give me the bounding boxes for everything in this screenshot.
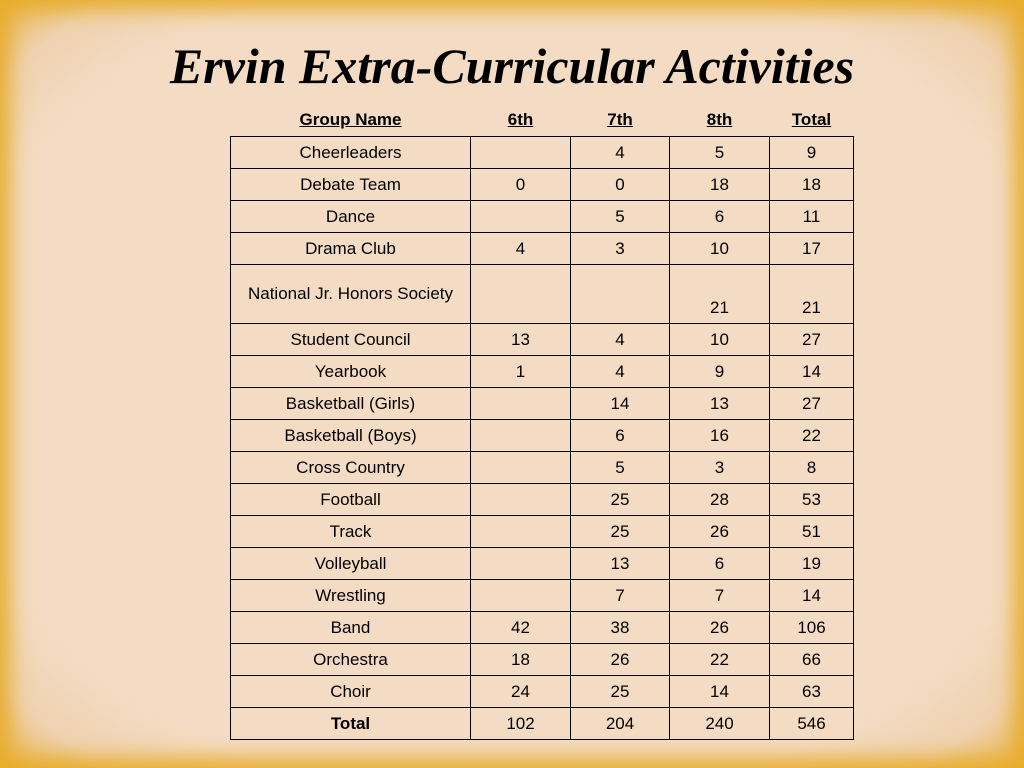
count-cell: 14 [571,388,670,420]
count-cell: 546 [770,708,854,740]
count-cell: 8 [770,452,854,484]
count-cell: 27 [770,388,854,420]
count-cell: 38 [571,612,670,644]
group-name-cell: Drama Club [231,233,471,265]
count-cell: 13 [471,324,571,356]
count-cell: 42 [471,612,571,644]
count-cell: 4 [571,324,670,356]
table-row [231,484,854,516]
count-cell: 25 [571,516,670,548]
count-cell [471,580,571,612]
count-cell: 7 [670,580,770,612]
count-cell [471,548,571,580]
count-cell: 21 [770,265,854,324]
table-row [231,137,854,169]
group-name-cell: Basketball (Girls) [231,388,471,420]
group-name-cell: Cheerleaders [231,137,471,169]
count-cell: 240 [670,708,770,740]
count-cell: 25 [571,484,670,516]
table-row [231,452,854,484]
table-row [231,201,854,233]
count-cell: 5 [571,201,670,233]
table-row [231,169,854,201]
table-row [231,388,854,420]
table-row [231,233,854,265]
count-cell: 22 [670,644,770,676]
group-name-cell: Cross Country [231,452,471,484]
table-row [231,644,854,676]
group-name-cell: Student Council [231,324,471,356]
count-cell: 6 [670,548,770,580]
count-cell: 18 [670,169,770,201]
count-cell: 3 [670,452,770,484]
count-cell: 102 [471,708,571,740]
count-cell: 3 [571,233,670,265]
count-cell: 18 [471,644,571,676]
group-name-cell: National Jr. Honors Society [231,265,471,324]
table-row [231,356,854,388]
table-row [231,612,854,644]
group-name-cell: Wrestling [231,580,471,612]
group-name-cell: Total [231,708,471,740]
group-name-cell: Band [231,612,471,644]
count-cell [471,201,571,233]
count-cell: 10 [670,324,770,356]
count-cell: 10 [670,233,770,265]
count-cell: 51 [770,516,854,548]
count-cell [471,420,571,452]
count-cell: 14 [770,580,854,612]
count-cell: 27 [770,324,854,356]
count-cell: 11 [770,201,854,233]
count-cell: 106 [770,612,854,644]
count-cell [471,484,571,516]
count-cell [471,452,571,484]
slide-title: Ervin Extra-Curricular Activities [169,38,855,94]
count-cell: 53 [770,484,854,516]
count-cell: 1 [471,356,571,388]
header-row [231,104,854,137]
count-cell: 4 [571,356,670,388]
header-total: Total [791,110,832,129]
activities-table [230,104,854,740]
count-cell: 6 [670,201,770,233]
count-cell: 4 [471,233,571,265]
count-cell [571,265,670,324]
count-cell: 22 [770,420,854,452]
group-name-cell: Yearbook [231,356,471,388]
count-cell: 63 [770,676,854,708]
group-name-cell: Debate Team [231,169,471,201]
count-cell: 18 [770,169,854,201]
count-cell: 9 [670,356,770,388]
count-cell: 25 [571,676,670,708]
count-cell [471,388,571,420]
group-name-cell: Football [231,484,471,516]
count-cell: 26 [670,612,770,644]
group-name-cell: Track [231,516,471,548]
count-cell: 5 [571,452,670,484]
count-cell: 28 [670,484,770,516]
table-row [231,548,854,580]
count-cell: 0 [471,169,571,201]
count-cell: 17 [770,233,854,265]
count-cell [471,137,571,169]
group-name-cell: Basketball (Boys) [231,420,471,452]
group-name-cell: Choir [231,676,471,708]
table-body [231,137,854,740]
header-6th: 6th [507,110,534,129]
count-cell: 9 [770,137,854,169]
count-cell: 21 [670,265,770,324]
count-cell: 204 [571,708,670,740]
table-row [231,265,854,324]
count-cell: 5 [670,137,770,169]
count-cell: 13 [571,548,670,580]
table-row [231,516,854,548]
count-cell: 16 [670,420,770,452]
count-cell: 24 [471,676,571,708]
count-cell: 0 [571,169,670,201]
count-cell: 26 [670,516,770,548]
table-row [231,324,854,356]
count-cell: 4 [571,137,670,169]
table-row [231,420,854,452]
count-cell [471,516,571,548]
header-7th: 7th [607,110,633,129]
count-cell: 13 [670,388,770,420]
count-cell: 19 [770,548,854,580]
count-cell: 14 [770,356,854,388]
table-row [231,676,854,708]
count-cell: 7 [571,580,670,612]
count-cell: 6 [571,420,670,452]
count-cell [471,265,571,324]
group-name-cell: Volleyball [231,548,471,580]
group-name-cell: Dance [231,201,471,233]
header-group-name: Group Name [299,110,402,129]
count-cell: 26 [571,644,670,676]
total-row [231,708,854,740]
count-cell: 66 [770,644,854,676]
count-cell: 14 [670,676,770,708]
group-name-cell: Orchestra [231,644,471,676]
table-row [231,580,854,612]
header-8th: 8th [706,110,733,129]
